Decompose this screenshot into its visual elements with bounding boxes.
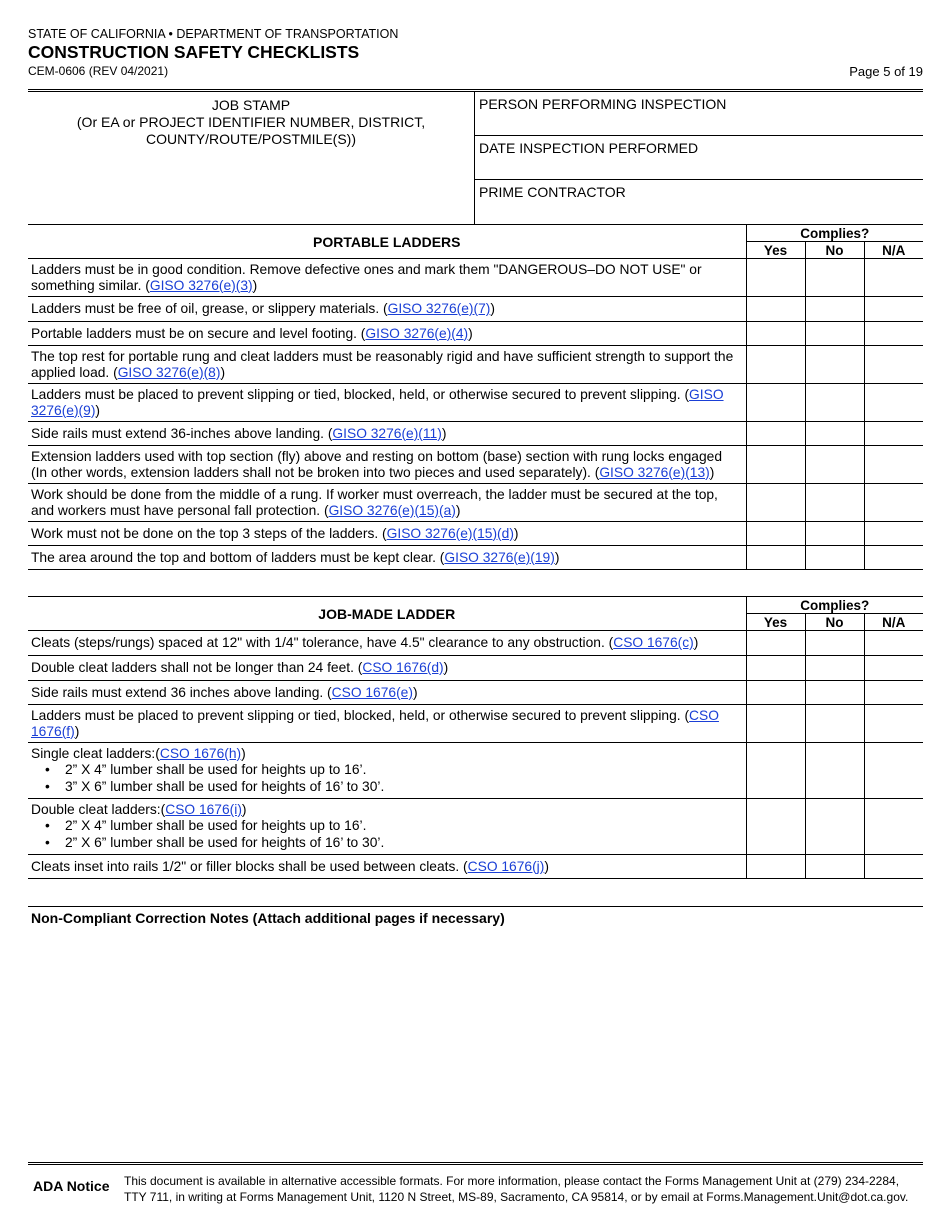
ref-paren-open: ( bbox=[109, 364, 118, 380]
complies-no-cell[interactable] bbox=[805, 297, 864, 322]
checklist-item-text bbox=[28, 546, 746, 570]
regulation-link[interactable]: GISO 3276(e)(9) bbox=[31, 386, 724, 418]
regulation-link[interactable]: GISO 3276(e)(15)(d) bbox=[386, 525, 514, 541]
no-header: No bbox=[805, 242, 864, 259]
portable-ladders-table bbox=[28, 224, 923, 570]
complies-no-cell[interactable] bbox=[805, 522, 864, 546]
item-description: Cleats inset into rails 1/2" or filler blocks shall be used between cleats. bbox=[31, 858, 460, 874]
complies-yes-cell[interactable] bbox=[746, 855, 805, 879]
checklist-row bbox=[28, 546, 923, 570]
complies-yes-cell[interactable] bbox=[746, 743, 805, 799]
complies-yes-cell[interactable] bbox=[746, 522, 805, 546]
ref-paren-close: ) bbox=[554, 549, 560, 565]
ref-paren-close: ) bbox=[220, 364, 226, 380]
ref-paren-open: ( bbox=[435, 549, 445, 565]
checklist-row bbox=[28, 522, 923, 546]
checklist-item-text bbox=[28, 297, 746, 322]
item-description: Ladders must be free of oil, grease, or slippery materials. bbox=[31, 301, 380, 316]
complies-na-cell[interactable] bbox=[864, 346, 923, 384]
complies-no-cell[interactable] bbox=[805, 259, 864, 297]
complies-no-cell[interactable] bbox=[805, 743, 864, 799]
checklist-row bbox=[28, 799, 923, 855]
checklist-row bbox=[28, 656, 923, 681]
ref-paren-close: ) bbox=[441, 425, 447, 441]
checklist-row bbox=[28, 681, 923, 705]
correction-notes-label: Non-Compliant Correction Notes (Attach additional pages if necessary) bbox=[28, 906, 923, 926]
complies-na-cell[interactable] bbox=[864, 446, 923, 484]
requirement-bullet: • 2” X 4” lumber shall be used for heights up to 16’. bbox=[31, 762, 740, 779]
complies-yes-cell[interactable] bbox=[746, 799, 805, 855]
complies-yes-cell[interactable] bbox=[746, 259, 805, 297]
yes-header: Yes bbox=[746, 242, 805, 259]
complies-no-cell[interactable] bbox=[805, 681, 864, 705]
page-number: Page 5 of 19 bbox=[849, 64, 923, 79]
item-description: Portable ladders must be on secure and level footing. bbox=[31, 325, 357, 341]
job-stamp-label: JOB STAMP bbox=[211, 97, 291, 113]
checklist-item-text bbox=[28, 446, 746, 484]
complies-yes-cell[interactable] bbox=[746, 705, 805, 743]
checklist-item-text bbox=[28, 656, 746, 681]
regulation-link[interactable]: CSO 1676(d) bbox=[362, 660, 444, 675]
complies-na-cell[interactable] bbox=[864, 681, 923, 705]
complies-no-cell[interactable] bbox=[805, 631, 864, 656]
ref-paren-close: ) bbox=[693, 635, 699, 650]
ref-paren-close: ) bbox=[241, 802, 247, 817]
checklist-item-text bbox=[28, 705, 746, 743]
checklist-item-text bbox=[28, 484, 746, 522]
checklist-row bbox=[28, 297, 923, 322]
checklist-item-text bbox=[28, 631, 746, 656]
regulation-link[interactable]: CSO 1676(h) bbox=[159, 746, 242, 761]
requirement-bullet: • 3” X 6” lumber shall be used for heights of 16’ to 30’. bbox=[31, 779, 740, 796]
ref-paren-close: ) bbox=[241, 746, 246, 761]
regulation-link[interactable]: CSO 1676(c) bbox=[613, 635, 694, 650]
complies-na-cell[interactable] bbox=[864, 259, 923, 297]
item-description: Cleats (steps/rungs) spaced at 12" with 1/4" tolerance, have 4.5" clearance to any obstruction. bbox=[31, 635, 605, 650]
checklist-row bbox=[28, 446, 923, 484]
person-performing-inspection-field[interactable]: PERSON PERFORMING INSPECTION bbox=[475, 92, 923, 136]
checklist-item-text bbox=[28, 855, 746, 879]
job-made-ladder-table bbox=[28, 596, 923, 879]
item-description: Ladders must be placed to prevent slipping or tied, blocked, held, or otherwise secured to prevent slipping. bbox=[31, 386, 681, 402]
complies-na-cell[interactable] bbox=[864, 384, 923, 422]
item-description: Double cleat ladders: bbox=[31, 802, 161, 817]
complies-yes-cell[interactable] bbox=[746, 656, 805, 681]
regulation-link[interactable]: GISO 3276(e)(3) bbox=[149, 277, 253, 293]
form-number: CEM-0606 (REV 04/2021) bbox=[28, 64, 169, 78]
item-description: Side rails must extend 36 inches above landing. bbox=[31, 684, 324, 700]
regulation-link[interactable]: CSO 1676(j) bbox=[467, 858, 545, 874]
complies-na-cell[interactable] bbox=[864, 422, 923, 446]
no-header: No bbox=[805, 614, 864, 631]
checklist-item-text bbox=[28, 322, 746, 346]
ref-paren-open: ( bbox=[378, 525, 387, 541]
complies-na-cell[interactable] bbox=[864, 546, 923, 570]
complies-no-cell[interactable] bbox=[805, 656, 864, 681]
item-description: The top rest for portable rung and cleat ladders must be reasonably rigid and have sufficient strength to support the applied load. bbox=[31, 348, 734, 380]
checklist-row bbox=[28, 346, 923, 384]
ref-paren-open: ( bbox=[160, 802, 166, 817]
ref-paren-close: ) bbox=[544, 858, 549, 874]
complies-no-cell[interactable] bbox=[805, 705, 864, 743]
portable-ladders-heading: PORTABLE LADDERS bbox=[28, 225, 746, 259]
yes-header: Yes bbox=[746, 614, 805, 631]
regulation-link[interactable]: GISO 3276(e)(4) bbox=[365, 325, 469, 341]
complies-no-cell[interactable] bbox=[805, 546, 864, 570]
ref-paren-close: ) bbox=[513, 525, 519, 541]
checklist-item-text bbox=[28, 681, 746, 705]
regulation-link[interactable]: GISO 3276(e)(15)(a) bbox=[328, 502, 456, 518]
complies-yes-cell[interactable] bbox=[746, 346, 805, 384]
complies-yes-cell[interactable] bbox=[746, 297, 805, 322]
regulation-link[interactable]: CSO 1676(e) bbox=[331, 684, 413, 700]
regulation-link[interactable]: CSO 1676(f) bbox=[31, 707, 719, 739]
regulation-link[interactable]: GISO 3276(e)(13) bbox=[599, 464, 710, 480]
checklist-row bbox=[28, 631, 923, 656]
checklist-item-text bbox=[28, 259, 746, 297]
complies-no-cell[interactable] bbox=[805, 384, 864, 422]
prime-contractor-field[interactable]: PRIME CONTRACTOR bbox=[479, 184, 626, 200]
checklist-row bbox=[28, 743, 923, 799]
checklist-row bbox=[28, 384, 923, 422]
ada-notice-line-2: TTY 711, in writing at Forms Management Unit, 1120 N Street, MS-89, Sacramento, CA 95814, or by email at Forms.Management.Unit@dot.ca.gov. bbox=[124, 1190, 909, 1204]
ref-paren-close: ) bbox=[443, 660, 449, 675]
complies-header: Complies? bbox=[746, 597, 923, 614]
inspection-info-fields bbox=[474, 92, 923, 224]
complies-yes-cell[interactable] bbox=[746, 631, 805, 656]
job-stamp-sublabel-1: (Or EA or PROJECT IDENTIFIER NUMBER, DISTRICT, bbox=[76, 114, 426, 130]
form-header bbox=[28, 26, 923, 79]
checklist-item-text bbox=[28, 522, 746, 546]
checklist-row bbox=[28, 422, 923, 446]
ref-paren-close: ) bbox=[95, 402, 101, 418]
ref-paren-open: ( bbox=[141, 277, 150, 293]
item-description: Double cleat ladders shall not be longer than 24 feet. bbox=[31, 660, 354, 675]
job-made-ladder-heading: JOB-MADE LADDER bbox=[28, 597, 746, 631]
ref-paren-close: ) bbox=[252, 277, 258, 293]
complies-no-cell[interactable] bbox=[805, 855, 864, 879]
complies-no-cell[interactable] bbox=[805, 346, 864, 384]
checklist-row bbox=[28, 705, 923, 743]
complies-yes-cell[interactable] bbox=[746, 384, 805, 422]
item-description: Work should be done from the middle of a rung. If worker must overreach, the ladder must be secured at the top, and workers must have personal fall protection. bbox=[31, 486, 718, 518]
ada-notice-line-1: This document is available in alternative accessible formats. For more information, please contact the Forms Management Unit at (279) 234-2284, bbox=[124, 1174, 900, 1188]
item-description: Work must not be done on the top 3 steps of the ladders. bbox=[31, 525, 379, 541]
ada-notice-text bbox=[124, 1173, 924, 1205]
complies-no-cell[interactable] bbox=[805, 446, 864, 484]
job-stamp-block bbox=[28, 89, 923, 224]
complies-yes-cell[interactable] bbox=[746, 446, 805, 484]
complies-no-cell[interactable] bbox=[805, 422, 864, 446]
complies-yes-cell[interactable] bbox=[746, 322, 805, 346]
ref-paren-open: ( bbox=[680, 707, 690, 723]
complies-na-cell[interactable] bbox=[864, 322, 923, 346]
checklist-row bbox=[28, 855, 923, 879]
na-header: N/A bbox=[864, 614, 923, 631]
ref-paren-open: ( bbox=[320, 502, 329, 518]
ref-paren-close: ) bbox=[709, 464, 715, 480]
ref-paren-open: ( bbox=[356, 325, 366, 341]
checklist-row bbox=[28, 259, 923, 297]
regulation-link[interactable]: GISO 3276(e)(11) bbox=[332, 425, 442, 441]
complies-yes-cell[interactable] bbox=[746, 546, 805, 570]
complies-no-cell[interactable] bbox=[805, 484, 864, 522]
complies-yes-cell[interactable] bbox=[746, 422, 805, 446]
complies-yes-cell[interactable] bbox=[746, 681, 805, 705]
page-title: CONSTRUCTION SAFETY CHECKLISTS bbox=[28, 42, 360, 62]
complies-na-cell[interactable] bbox=[864, 522, 923, 546]
complies-no-cell[interactable] bbox=[805, 322, 864, 346]
checklist-row bbox=[28, 484, 923, 522]
ref-paren-open: ( bbox=[155, 746, 160, 761]
regulation-link[interactable]: GISO 3276(e)(8) bbox=[117, 364, 221, 380]
requirement-bullets bbox=[31, 818, 740, 851]
ref-paren-open: ( bbox=[323, 684, 332, 700]
item-description: Side rails must extend 36-inches above landing. bbox=[31, 425, 324, 441]
job-stamp-area[interactable] bbox=[28, 92, 474, 224]
ref-paren-open: ( bbox=[604, 635, 614, 650]
item-description: The area around the top and bottom of ladders must be kept clear. bbox=[31, 549, 436, 565]
ref-paren-close: ) bbox=[468, 325, 473, 341]
regulation-link[interactable]: GISO 3276(e)(7) bbox=[387, 301, 491, 316]
na-header: N/A bbox=[864, 242, 923, 259]
requirement-bullet: • 2” X 6” lumber shall be used for heights of 16’ to 30’. bbox=[31, 835, 740, 852]
complies-na-cell[interactable] bbox=[864, 855, 923, 879]
complies-na-cell[interactable] bbox=[864, 631, 923, 656]
complies-na-cell[interactable] bbox=[864, 799, 923, 855]
ref-paren-close: ) bbox=[74, 723, 80, 739]
agency-name: STATE OF CALIFORNIA • DEPARTMENT OF TRANSPORTATION bbox=[28, 27, 399, 41]
checklist-row bbox=[28, 322, 923, 346]
checklist-item-text bbox=[28, 743, 746, 799]
item-description: Ladders must be in good condition. Remove defective ones and mark them "DANGEROUS–DO NOT USE" or something similar. bbox=[31, 261, 702, 293]
checklist-item-text bbox=[28, 799, 746, 855]
checklist-item-text bbox=[28, 422, 746, 446]
ref-paren-open: ( bbox=[379, 301, 388, 316]
item-description: Extension ladders used with top section (fly) above and resting on bottom (base) section with rung locks engaged (In other words, extension ladders shall not be broken into two pieces and used separately). bbox=[31, 448, 723, 480]
ref-paren-open: ( bbox=[323, 425, 333, 441]
checklist-item-text bbox=[28, 384, 746, 422]
ref-paren-close: ) bbox=[490, 301, 495, 316]
ada-notice-label: ADA Notice bbox=[33, 1178, 110, 1194]
requirement-bullet: • 2” X 4” lumber shall be used for heights up to 16’. bbox=[31, 818, 740, 835]
ref-paren-open: ( bbox=[353, 660, 363, 675]
ada-notice-footer bbox=[28, 1162, 923, 1204]
complies-yes-cell[interactable] bbox=[746, 484, 805, 522]
complies-header: Complies? bbox=[746, 225, 923, 242]
ref-paren-open: ( bbox=[459, 858, 468, 874]
complies-no-cell[interactable] bbox=[805, 799, 864, 855]
regulation-link[interactable]: CSO 1676(i) bbox=[165, 802, 242, 817]
complies-na-cell[interactable] bbox=[864, 656, 923, 681]
complies-na-cell[interactable] bbox=[864, 484, 923, 522]
ref-paren-open: ( bbox=[590, 464, 600, 480]
regulation-link[interactable]: GISO 3276(e)(19) bbox=[444, 549, 555, 565]
item-description: Ladders must be placed to prevent slipping or tied, blocked, held, or otherwise secured to prevent slipping. bbox=[31, 707, 681, 723]
ref-paren-open: ( bbox=[680, 386, 690, 402]
job-stamp-sublabel-2: COUNTY/ROUTE/POSTMILE(S)) bbox=[145, 131, 356, 147]
ref-paren-close: ) bbox=[412, 684, 418, 700]
requirement-bullets bbox=[31, 762, 740, 795]
checklist-item-text bbox=[28, 346, 746, 384]
complies-na-cell[interactable] bbox=[864, 743, 923, 799]
item-description: Single cleat ladders: bbox=[31, 746, 156, 761]
ref-paren-close: ) bbox=[455, 502, 461, 518]
complies-na-cell[interactable] bbox=[864, 297, 923, 322]
date-inspection-performed-field[interactable]: DATE INSPECTION PERFORMED bbox=[475, 136, 923, 180]
complies-na-cell[interactable] bbox=[864, 705, 923, 743]
